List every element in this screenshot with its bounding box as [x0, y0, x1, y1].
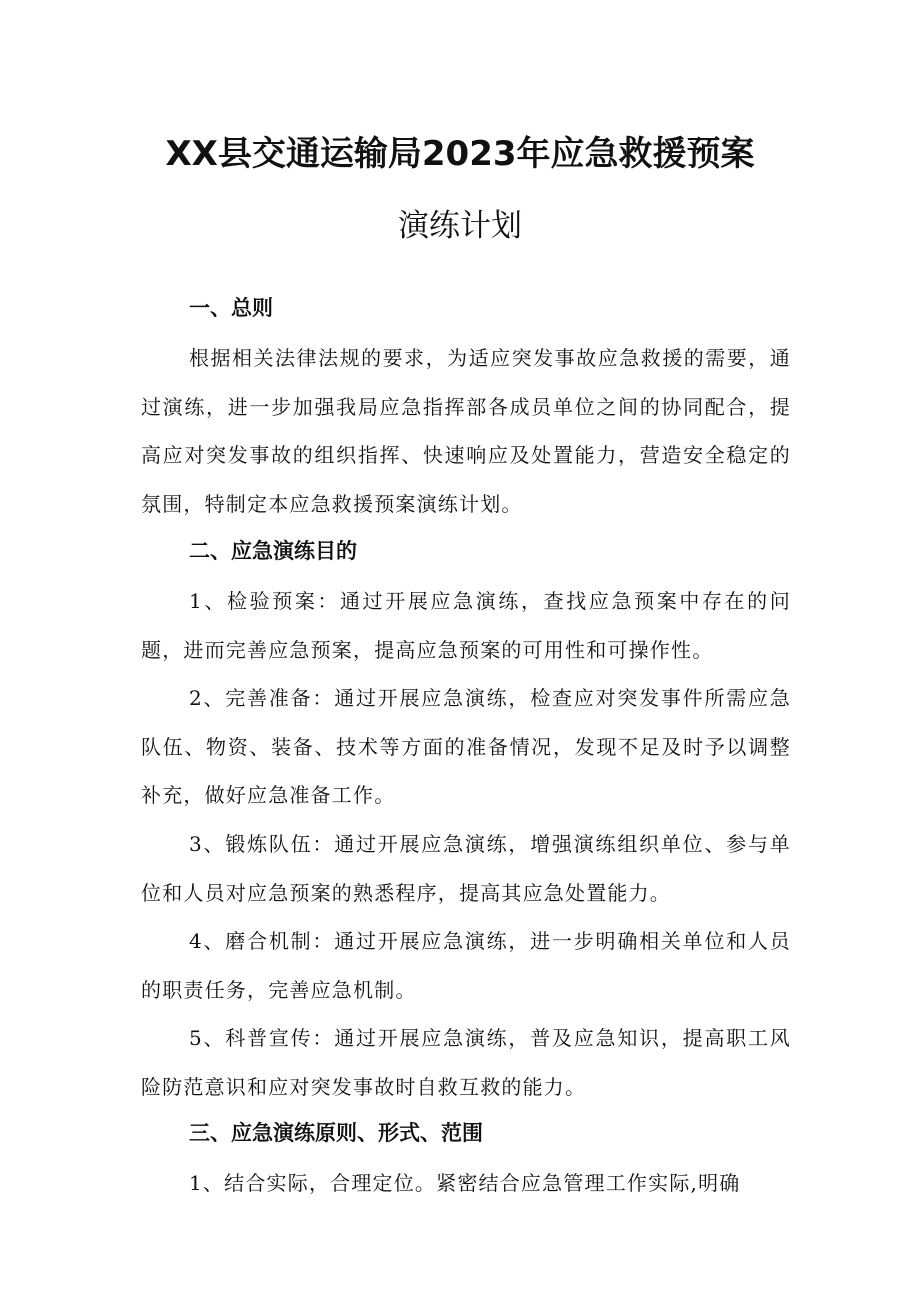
paragraph-purpose-3: 3、锻炼队伍：通过开展应急演练，增强演练组织单位、参与单位和人员对应急预案的熟悉程序，提高其应急处置能力。 — [141, 832, 791, 905]
paragraph-purpose-2: 2、完善准备：通过开展应急演练，检查应对突发事件所需应急队伍、物资、装备、技术等方面的准备情况，发现不足及时予以调整补充，做好应急准备工作。 — [141, 686, 791, 808]
paragraph-general: 根据相关法律法规的要求，为适应突发事故应急救援的需要，通过演练，进一步加强我局应急指挥部各成员单位之间的协同配合，提高应对突发事故的组织指挥、快速响应及处置能力，营造安全稳定的氛围，特制定本应急救援预案演练计划。 — [141, 346, 791, 517]
paragraph-principles-1: 1、结合实际，合理定位。紧密结合应急管理工作实际,明确 — [189, 1171, 741, 1195]
paragraph-purpose-4: 4、磨合机制：通过开展应急演练，进一步明确相关单位和人员的职责任务，完善应急机制。 — [141, 929, 791, 1002]
paragraph-purpose-5: 5、科普宣传：通过开展应急演练，普及应急知识，提高职工风险防范意识和应对突发事故时自救互救的能力。 — [141, 1026, 791, 1099]
document-title-line-2: 演练计划 — [398, 208, 522, 244]
section-heading-purpose: 二、应急演练目的 — [189, 539, 357, 563]
section-heading-general: 一、总则 — [189, 296, 273, 320]
document-title-line-1: XX县交通运输局2023年应急救援预案 — [165, 134, 755, 174]
section-heading-principles: 三、应急演练原则、形式、范围 — [189, 1121, 483, 1145]
paragraph-purpose-1: 1、检验预案：通过开展应急演练，查找应急预案中存在的问题，进而完善应急预案，提高应急预案的可用性和可操作性。 — [141, 589, 791, 662]
